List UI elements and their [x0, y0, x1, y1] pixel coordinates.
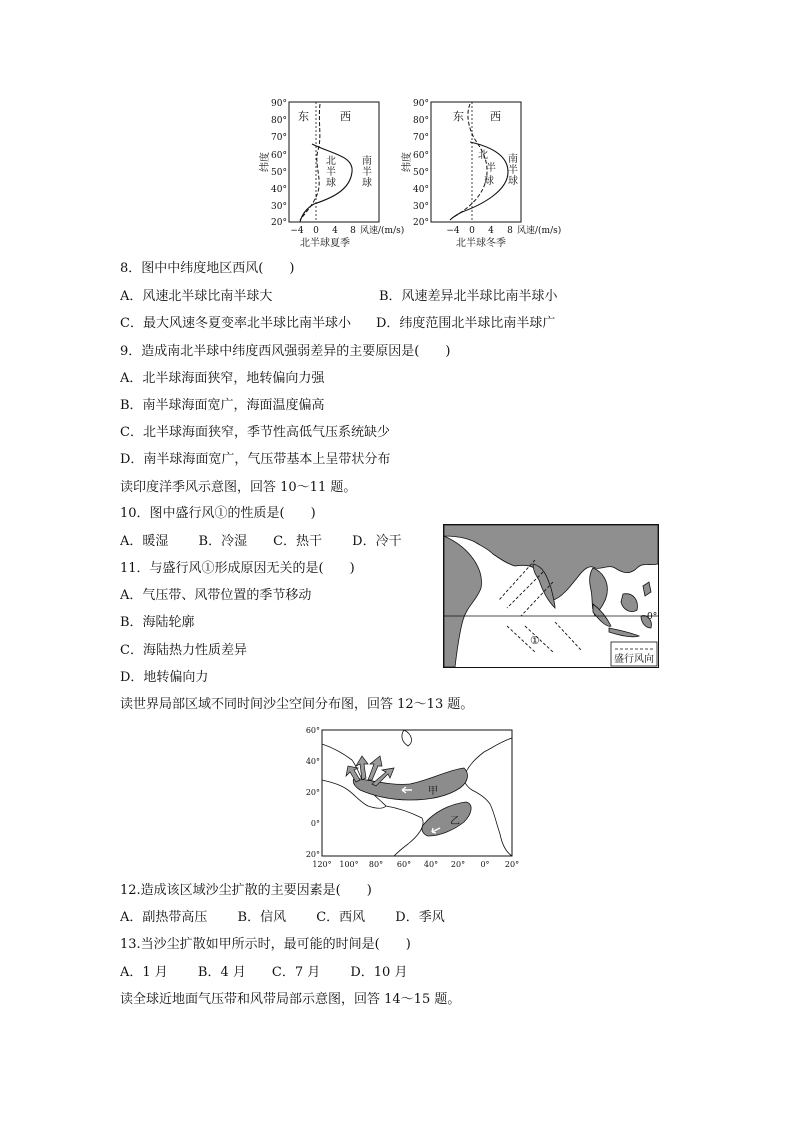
xtick-label: 8 — [350, 226, 356, 236]
ytick-label: 40° — [271, 185, 287, 195]
question-12-stem: 12.造成该区域沙尘扩散的主要因素是( ) — [120, 883, 372, 898]
ytick-label: 40° — [305, 757, 320, 766]
ytick-label: 20° — [271, 218, 287, 228]
xtick-label: 80° — [368, 860, 384, 869]
nh-label: 半 — [326, 167, 336, 178]
ytick-label: 40° — [413, 185, 429, 195]
question-11-option-d: D．地转偏向力 — [120, 670, 209, 685]
xtick-label: 0° — [480, 860, 490, 869]
question-9-option-b: B．南半球海面宽广，海面温度偏高 — [120, 398, 325, 413]
label-jia: 甲 — [428, 786, 438, 797]
intro-10-11: 读印度洋季风示意图，回答 10～11 题。 — [120, 480, 357, 495]
wind-profile-chart-winter — [404, 94, 574, 254]
ytick-label: 0° — [310, 819, 320, 828]
xtick-label: 8 — [507, 226, 513, 236]
xtick-label: 40° — [423, 860, 439, 869]
xtick-label: 4 — [332, 226, 338, 236]
chart-caption: 北半球夏季 — [300, 238, 350, 249]
question-10-options: A．暖湿 B．冷湿 C．热干 D．冷干 — [120, 534, 402, 549]
nh-label: 北 — [478, 150, 488, 161]
sh-label: 半 — [362, 167, 372, 178]
xtick-label: 120° — [312, 860, 332, 869]
ytick-label: 20° — [305, 850, 320, 859]
ytick-label: 50° — [271, 168, 287, 178]
sh-label: 南 — [362, 156, 372, 167]
ytick-label: 70° — [413, 133, 429, 143]
west-label: 西 — [340, 110, 351, 123]
ytick-label: 30° — [271, 202, 287, 212]
legend-label: 盛行风向 — [614, 654, 654, 665]
west-label: 西 — [490, 110, 501, 123]
xtick-label: 4 — [488, 226, 494, 236]
nh-label: 球 — [326, 178, 336, 189]
xtick-label: −4 — [290, 226, 304, 236]
ytick-label: 60° — [271, 151, 287, 161]
ytick-label: 80° — [413, 116, 429, 126]
question-10-stem: 10．图中盛行风①的性质是( ) — [120, 506, 316, 521]
x-axis-unit: 风速/(m/s) — [517, 226, 562, 236]
sh-label: 球 — [362, 178, 372, 189]
ytick-label: 20° — [413, 218, 429, 228]
ytick-label: 20° — [305, 788, 320, 797]
label-yi: 乙 — [450, 816, 460, 827]
xtick-label: −4 — [446, 226, 460, 236]
y-axis-label: 纬度 — [260, 152, 271, 172]
east-label: 东 — [453, 110, 464, 123]
wind-profile-chart-summer — [260, 94, 405, 254]
question-9-option-a: A．北半球海面狭窄，地转偏向力强 — [120, 371, 325, 386]
xtick-label: 20° — [504, 860, 520, 869]
equator-label: 0° — [647, 612, 658, 622]
dust-distribution-map — [300, 724, 530, 872]
ytick-label: 30° — [413, 202, 429, 212]
question-12-options: A．副热带高压 B．信风 C．西风 D．季风 — [120, 910, 445, 925]
question-11-option-c: C．海陆热力性质差异 — [120, 643, 247, 658]
question-8-option-c: C．最大风速冬夏变率北半球比南半球小 — [120, 316, 351, 331]
ytick-label: 60° — [413, 151, 429, 161]
question-11-stem: 11．与盛行风①形成原因无关的是( ) — [120, 561, 355, 576]
chart-caption: 北半球冬季 — [456, 238, 506, 249]
sh-label: 南 — [508, 154, 518, 165]
ytick-label: 50° — [413, 168, 429, 178]
ytick-label: 90° — [413, 99, 429, 109]
xtick-label: 20° — [450, 860, 466, 869]
ytick-label: 60° — [305, 726, 320, 735]
xtick-label: 100° — [339, 860, 359, 869]
east-label: 东 — [298, 110, 309, 123]
intro-12-13: 读世界局部区域不同时间沙尘空间分布图，回答 12～13 题。 — [120, 697, 474, 712]
question-9-stem: 9．造成南北半球中纬度西风强弱差异的主要原因是( ) — [120, 344, 451, 359]
question-8-option-a: A．风速北半球比南半球大 — [120, 289, 273, 304]
question-9-option-d: D．南半球海面宽广，气压带基本上呈带状分布 — [120, 452, 391, 467]
xtick-label: 0 — [469, 226, 475, 236]
nh-label: 半 — [486, 163, 496, 174]
x-axis-unit: 风速/(m/s) — [360, 226, 405, 236]
sh-label: 半 — [508, 165, 518, 176]
question-13-stem: 13.当沙尘扩散如甲所示时，最可能的时间是( ) — [120, 937, 411, 952]
question-11-option-a: A．气压带、风带位置的季节移动 — [120, 588, 312, 603]
intro-14-15: 读全球近地面气压带和风带局部示意图，回答 14～15 题。 — [120, 992, 461, 1007]
ytick-label: 70° — [271, 133, 287, 143]
indian-ocean-monsoon-map — [443, 524, 659, 668]
question-9-option-c: C．北半球海面狭窄，季节性高低气压系统缺少 — [120, 425, 390, 440]
question-11-option-b: B．海陆轮廓 — [120, 615, 195, 630]
xtick-label: 0 — [313, 226, 319, 236]
sh-label: 球 — [508, 176, 518, 187]
nh-label: 球 — [484, 176, 494, 187]
question-13-options: A．1 月 B．4 月 C．7 月 D．10 月 — [120, 965, 408, 980]
question-8-option-d: D．纬度范围北半球比南半球广 — [376, 316, 556, 331]
wind-label-1: ① — [530, 634, 540, 647]
y-axis-label: 纬度 — [402, 152, 413, 172]
nh-label: 北 — [326, 156, 336, 167]
xtick-label: 60° — [396, 860, 412, 869]
question-8-stem: 8．图中中纬度地区西风( ) — [120, 261, 295, 276]
ytick-label: 90° — [271, 99, 287, 109]
question-8-option-b: B．风速差异北半球比南半球小 — [379, 289, 558, 304]
ytick-label: 80° — [271, 116, 287, 126]
